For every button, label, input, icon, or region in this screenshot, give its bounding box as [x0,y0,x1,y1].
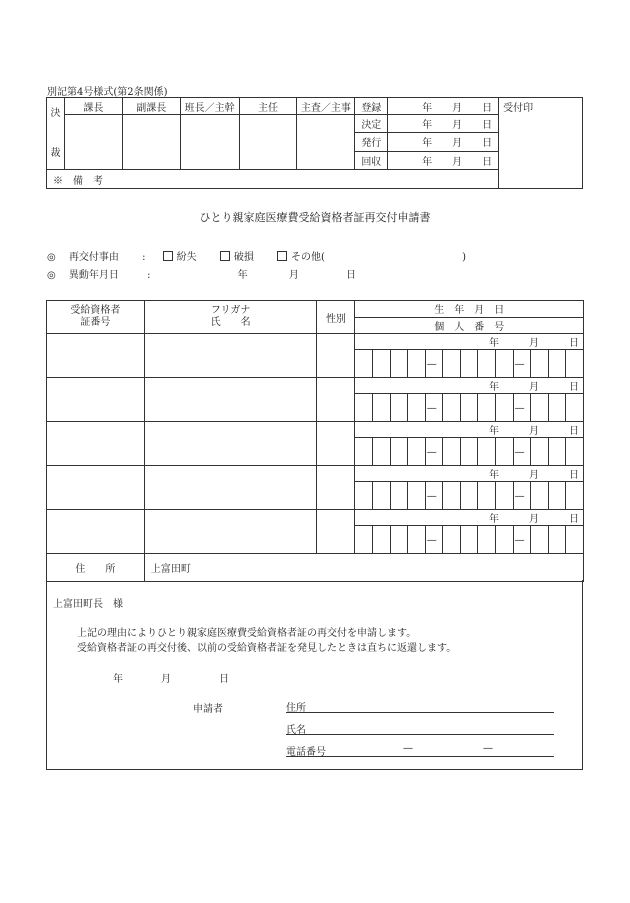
birthdate-cell[interactable]: 年 月 日 [355,466,584,482]
birthdate-cell[interactable]: 年 月 日 [355,422,584,438]
phone-dash-2: — [483,743,493,754]
sex-cell[interactable] [317,422,355,466]
personal-number-cell[interactable] [355,394,584,422]
stamp-hancho[interactable] [180,115,239,170]
role-shusa: 主査／主事 [297,98,355,115]
cert-number-cell[interactable] [47,378,145,422]
role-fukukacho: 副課長 [122,98,180,115]
name-cell[interactable] [144,378,317,422]
reason-marker: ◎ [47,252,56,263]
stamp-fukukacho[interactable] [122,115,180,170]
change-date-year[interactable]: 年 [237,270,248,281]
application-month[interactable]: 月 [161,674,171,685]
checkbox-lost[interactable] [163,251,173,261]
remarks-row[interactable] [47,170,499,189]
row-label-kettei: 決定 [355,115,388,133]
receipt-stamp-area [499,98,583,189]
header-cert-number: 受給資格者 証番号 [47,301,145,334]
form-number-label: 別記第4号様式(第2条関係) [47,87,168,98]
header-birthdate: 生 年 月 日 [355,301,584,318]
application-day[interactable]: 日 [219,674,229,685]
receipt-label: 受付印 [503,103,534,114]
form-title: ひとり親家庭医療費受給資格者証再交付申請書 [199,211,431,224]
header-sex: 性別 [317,301,355,334]
birthdate-cell[interactable]: 年 月 日 [355,334,584,350]
kessai-char-1: 決 [50,107,61,119]
kessai-char-2: 裁 [50,147,61,159]
sex-cell[interactable] [317,466,355,510]
applicant-label: 申請者 [193,704,223,715]
reason-option-other[interactable]: その他( [277,252,325,263]
reason-row [47,248,466,263]
address-field[interactable] [144,554,583,582]
applicant-name-label: 氏名 [286,725,306,736]
name-cell[interactable] [144,466,317,510]
applicant-phone-label: 電話番号 [286,747,326,758]
declaration-line-1: 上記の理由によりひとり親家庭医療費受給資格者証の再交付を申請します。 [77,628,417,639]
date-hakko[interactable]: 年 月 日 [388,133,499,151]
declaration-section [46,580,583,770]
name-cell[interactable] [144,510,317,554]
date-kettei[interactable]: 年 月 日 [388,115,499,133]
personal-number-cell[interactable] [355,350,584,378]
kessai-cell [47,98,65,170]
date-kaishu[interactable]: 年 月 日 [388,151,499,169]
personal-number-cell[interactable] [355,482,584,510]
cert-number-cell[interactable] [47,422,145,466]
role-shunin: 主任 [239,98,297,115]
address-label: 住 所 [47,554,145,582]
reason-option-damaged[interactable]: 破損 [220,252,254,263]
name-cell[interactable] [144,334,317,378]
checkbox-other[interactable] [277,251,287,261]
addressee: 上富田町長 様 [53,599,123,610]
applicant-name-field[interactable] [286,721,554,735]
declaration-line-2: 受給資格者証の再交付後、以前の受給資格者証を発見したときは直ちに返還します。 [77,643,457,654]
birthdate-cell[interactable]: 年 月 日 [355,378,584,394]
applicant-address-field[interactable] [286,699,554,713]
sex-cell[interactable] [317,510,355,554]
personal-number-cell[interactable] [355,526,584,554]
cert-number-cell[interactable] [47,510,145,554]
approval-table [46,97,583,189]
sex-cell[interactable] [317,378,355,422]
phone-dash-1: — [403,743,413,754]
change-date-month[interactable]: 月 [288,270,299,281]
row-label-kaishu: 回収 [355,151,388,169]
personal-number-cell[interactable] [355,438,584,466]
applicant-table [46,300,584,582]
date-toroku[interactable]: 年 月 日 [388,98,499,115]
reason-label: 再交付事由 [68,252,119,263]
cert-number-cell[interactable] [47,334,145,378]
reason-colon: : [142,252,146,263]
role-hancho: 班長／主幹 [180,98,239,115]
header-personal-number: 個 人 番 号 [355,317,584,334]
change-date-label: 異動年月日 [68,270,119,281]
role-kacho: 課長 [64,98,122,115]
address-value: 上富田町 [150,564,191,575]
stamp-shusa[interactable] [297,115,355,170]
row-label-hakko: 発行 [355,133,388,151]
cert-number-cell[interactable] [47,466,145,510]
applicant-address-label: 住所 [286,703,306,714]
applicant-phone-field[interactable] [286,743,554,757]
checkbox-damaged[interactable] [220,251,230,261]
remarks-label: ※ 備 考 [53,175,103,187]
application-year[interactable]: 年 [113,674,123,685]
name-cell[interactable] [144,422,317,466]
change-date-day[interactable]: 日 [346,270,357,281]
row-label-toroku: 登録 [355,98,388,115]
header-kana-name: フリガナ 氏 名 [144,301,317,334]
stamp-kacho[interactable] [64,115,122,170]
reason-other-close: ) [462,252,467,263]
change-date-colon: : [147,270,151,281]
reason-option-lost[interactable]: 紛失 [163,252,197,263]
birthdate-cell[interactable]: 年 月 日 [355,510,584,526]
stamp-shunin[interactable] [239,115,297,170]
sex-cell[interactable] [317,334,355,378]
change-date-marker: ◎ [47,270,56,281]
change-date-row [47,266,356,281]
